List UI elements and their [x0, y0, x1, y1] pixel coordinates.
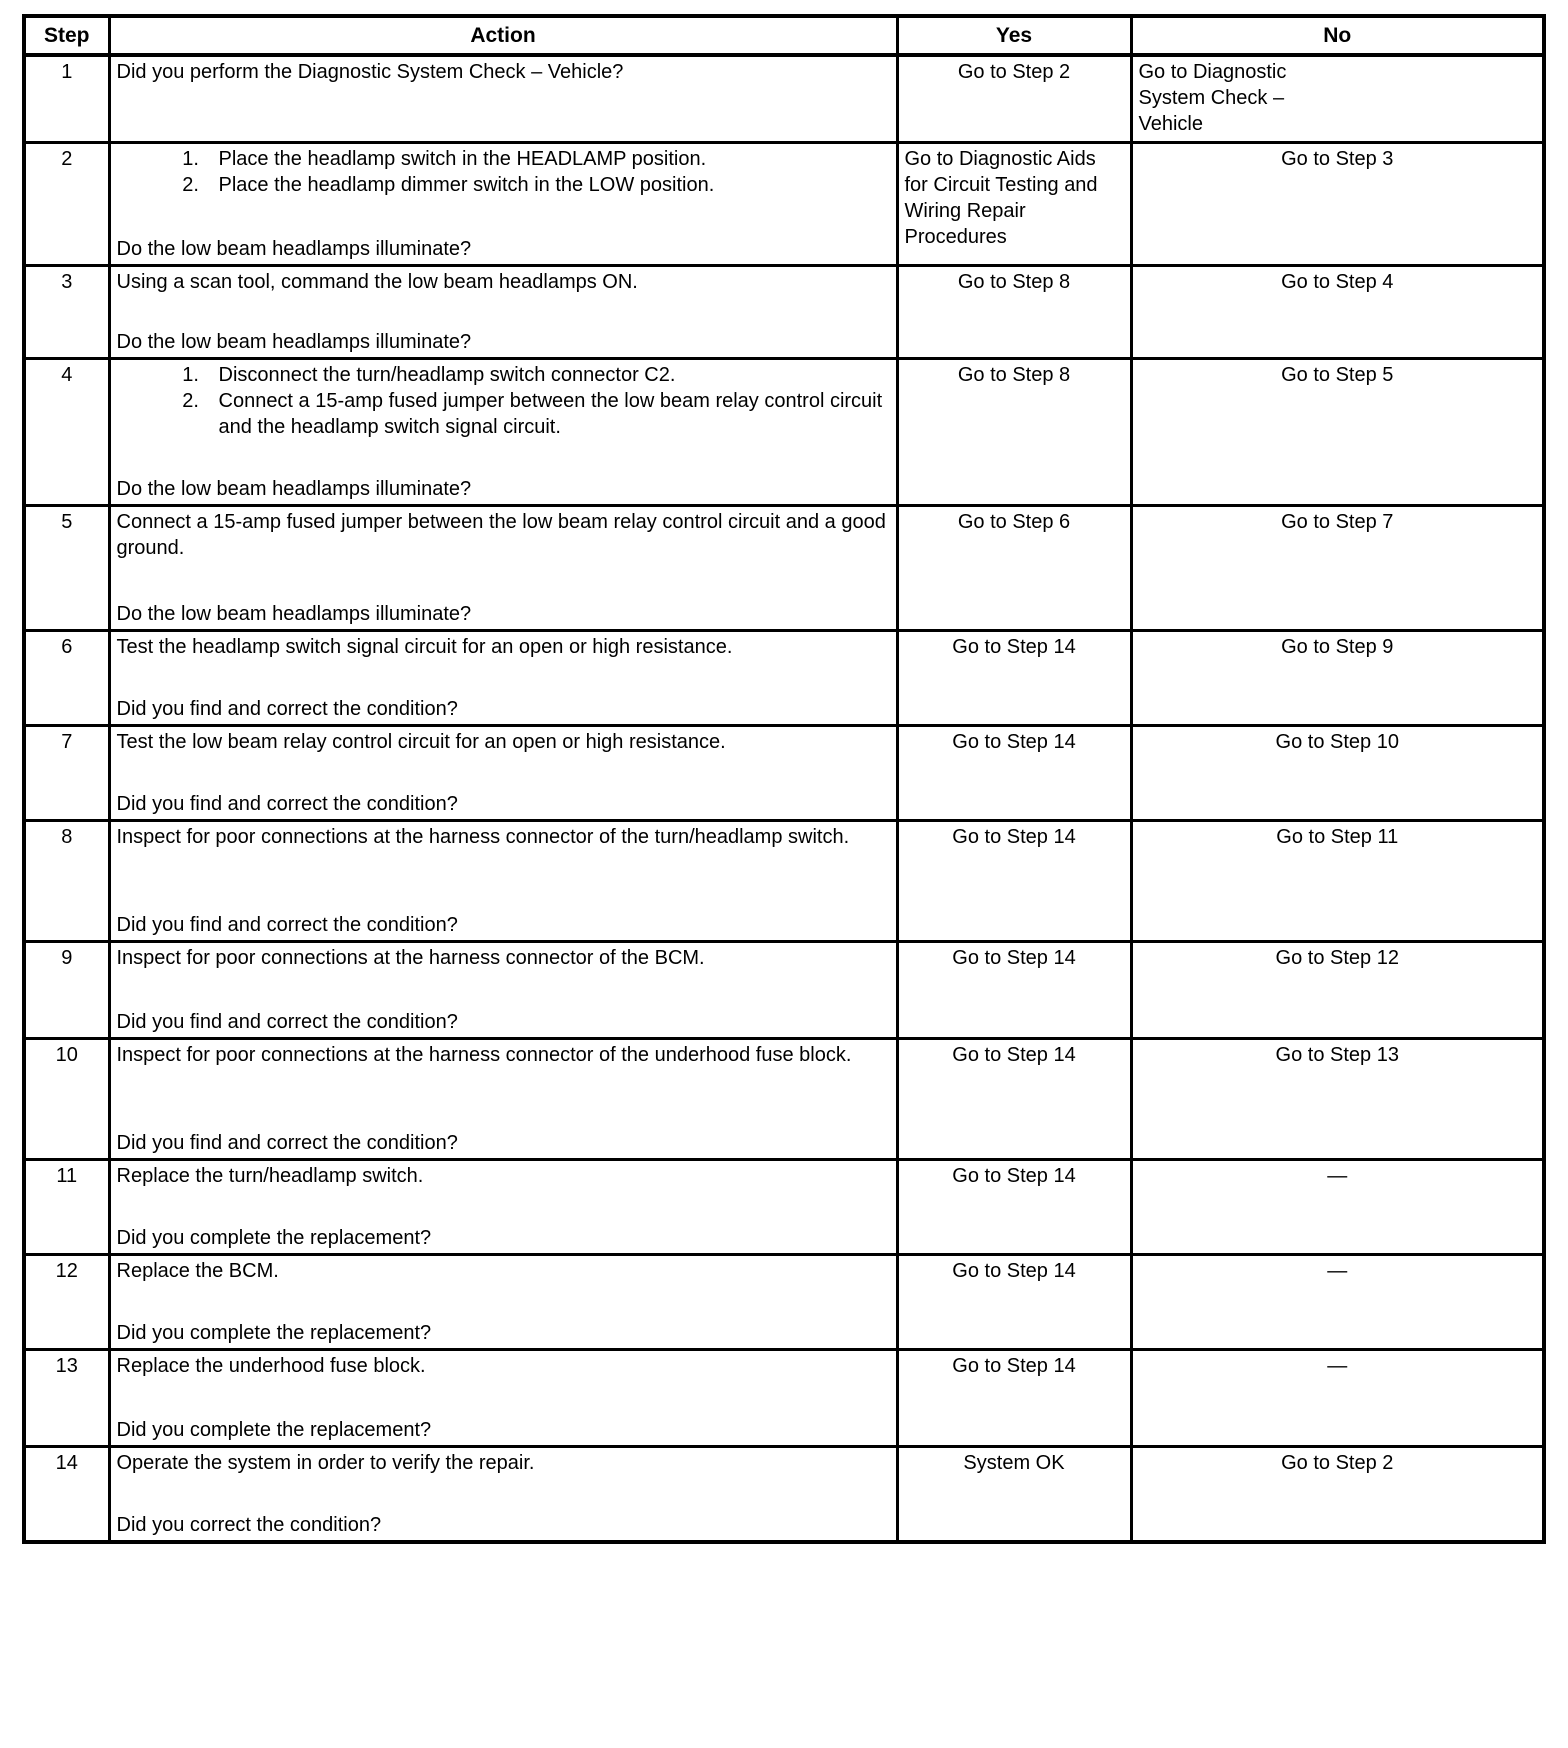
action-question: Do the low beam headlamps illuminate? [116, 478, 472, 501]
yes-cell: Go to Step 8 [897, 266, 1131, 359]
yes-cell: Go to Step 14 [897, 1350, 1131, 1447]
header-no: No [1131, 16, 1544, 55]
action-step-list [117, 146, 890, 198]
step-cell: 10 [24, 1039, 109, 1160]
table-row [24, 1160, 1544, 1255]
action-text: Inspect for poor connections at the harness connector of the underhood fuse block. [116, 1044, 852, 1067]
action-question: Do the low beam headlamps illuminate? [116, 331, 472, 354]
action-question: Did you find and correct the condition? [116, 698, 458, 721]
action-question: Do the low beam headlamps illuminate? [116, 238, 472, 261]
table-row [24, 1350, 1544, 1447]
yes-cell: Go to Step 6 [897, 506, 1131, 631]
table-row [24, 506, 1544, 631]
action-text: Replace the turn/headlamp switch. [116, 1165, 424, 1188]
action-cell [109, 631, 897, 726]
step-cell: 1 [24, 55, 109, 143]
no-cell: — [1131, 1350, 1544, 1447]
no-text: Go to Diagnostic System Check – Vehicle [1138, 61, 1287, 136]
yes-cell: Go to Diagnostic Aids for Circuit Testing and Wiring Repair Procedures [897, 143, 1131, 266]
action-step-list [117, 362, 890, 440]
action-cell [109, 821, 897, 942]
table-row [24, 1039, 1544, 1160]
action-text: Inspect for poor connections at the harness connector of the BCM. [116, 947, 705, 970]
table-row [24, 266, 1544, 359]
action-text: Replace the BCM. [116, 1260, 279, 1283]
action-question: Did you correct the condition? [116, 1514, 382, 1537]
no-cell: Go to Step 10 [1131, 726, 1544, 821]
step-cell: 6 [24, 631, 109, 726]
action-cell [109, 726, 897, 821]
no-cell: Go to Step 12 [1131, 942, 1544, 1039]
no-cell: Go to Step 13 [1131, 1039, 1544, 1160]
no-cell: Go to Step 4 [1131, 266, 1544, 359]
yes-cell: Go to Step 14 [897, 1255, 1131, 1350]
no-cell: Go to Step 5 [1131, 359, 1544, 506]
action-text: Did you perform the Diagnostic System Check – Vehicle? [116, 61, 624, 84]
step-cell: 13 [24, 1350, 109, 1447]
no-cell [1131, 55, 1544, 143]
no-cell: — [1131, 1255, 1544, 1350]
table-row [24, 821, 1544, 942]
table-row [24, 359, 1544, 506]
header-step: Step [24, 16, 109, 55]
table-row [24, 942, 1544, 1039]
action-cell [109, 143, 897, 266]
action-question: Did you complete the replacement? [116, 1419, 432, 1442]
table-row [24, 143, 1544, 266]
header-row [24, 16, 1544, 55]
yes-cell: Go to Step 14 [897, 726, 1131, 821]
action-step-item: 2. Place the headlamp dimmer switch in the LOW position. [205, 172, 890, 198]
yes-cell: Go to Step 8 [897, 359, 1131, 506]
action-text: Test the low beam relay control circuit for an open or high resistance. [116, 731, 726, 754]
action-cell [109, 55, 897, 143]
yes-cell: Go to Step 14 [897, 1039, 1131, 1160]
step-cell: 2 [24, 143, 109, 266]
table-row [24, 1255, 1544, 1350]
action-step-item: 2. Connect a 15-amp fused jumper between the low beam relay control circuit and the headlamp switch signal circuit. [205, 388, 890, 440]
yes-cell: Go to Step 14 [897, 631, 1131, 726]
action-cell [109, 1447, 897, 1543]
action-step-item: 1. Disconnect the turn/headlamp switch connector C2. [205, 362, 890, 388]
step-cell: 11 [24, 1160, 109, 1255]
yes-cell: System OK [897, 1447, 1131, 1543]
yes-cell: Go to Step 14 [897, 1160, 1131, 1255]
step-cell: 5 [24, 506, 109, 631]
yes-cell: Go to Step 14 [897, 821, 1131, 942]
action-cell [109, 1255, 897, 1350]
action-question: Did you complete the replacement? [116, 1227, 432, 1250]
action-cell [109, 1350, 897, 1447]
no-cell: Go to Step 7 [1131, 506, 1544, 631]
action-text: Inspect for poor connections at the harness connector of the turn/headlamp switch. [116, 826, 850, 849]
diagnostic-table [22, 14, 1546, 1544]
action-cell [109, 359, 897, 506]
action-question: Did you find and correct the condition? [116, 1132, 458, 1155]
step-cell: 3 [24, 266, 109, 359]
step-cell: 4 [24, 359, 109, 506]
action-step-item: 1. Place the headlamp switch in the HEADLAMP position. [205, 146, 890, 172]
step-cell: 14 [24, 1447, 109, 1543]
step-cell: 7 [24, 726, 109, 821]
action-question: Did you find and correct the condition? [116, 914, 458, 937]
header-action: Action [109, 16, 897, 55]
action-text: Using a scan tool, command the low beam headlamps ON. [116, 271, 638, 294]
action-cell [109, 266, 897, 359]
yes-cell: Go to Step 2 [897, 55, 1131, 143]
step-cell: 12 [24, 1255, 109, 1350]
action-question: Did you find and correct the condition? [116, 793, 458, 816]
action-cell [109, 942, 897, 1039]
no-cell: Go to Step 2 [1131, 1447, 1544, 1543]
no-cell: Go to Step 3 [1131, 143, 1544, 266]
step-cell: 9 [24, 942, 109, 1039]
action-text: Replace the underhood fuse block. [116, 1355, 426, 1378]
no-cell: Go to Step 11 [1131, 821, 1544, 942]
no-cell: — [1131, 1160, 1544, 1255]
action-text: Connect a 15-amp fused jumper between the low beam relay control circuit and a good ground. [116, 511, 886, 560]
action-question: Do the low beam headlamps illuminate? [116, 603, 472, 626]
table-row [24, 726, 1544, 821]
table-row [24, 55, 1544, 143]
table-row [24, 631, 1544, 726]
action-cell [109, 1039, 897, 1160]
yes-cell: Go to Step 14 [897, 942, 1131, 1039]
action-question: Did you find and correct the condition? [116, 1011, 458, 1034]
header-yes: Yes [897, 16, 1131, 55]
step-cell: 8 [24, 821, 109, 942]
no-cell: Go to Step 9 [1131, 631, 1544, 726]
action-text: Operate the system in order to verify the repair. [116, 1452, 535, 1475]
action-cell [109, 1160, 897, 1255]
action-cell [109, 506, 897, 631]
table-row [24, 1447, 1544, 1543]
action-question: Did you complete the replacement? [116, 1322, 432, 1345]
action-text: Test the headlamp switch signal circuit for an open or high resistance. [116, 636, 733, 659]
